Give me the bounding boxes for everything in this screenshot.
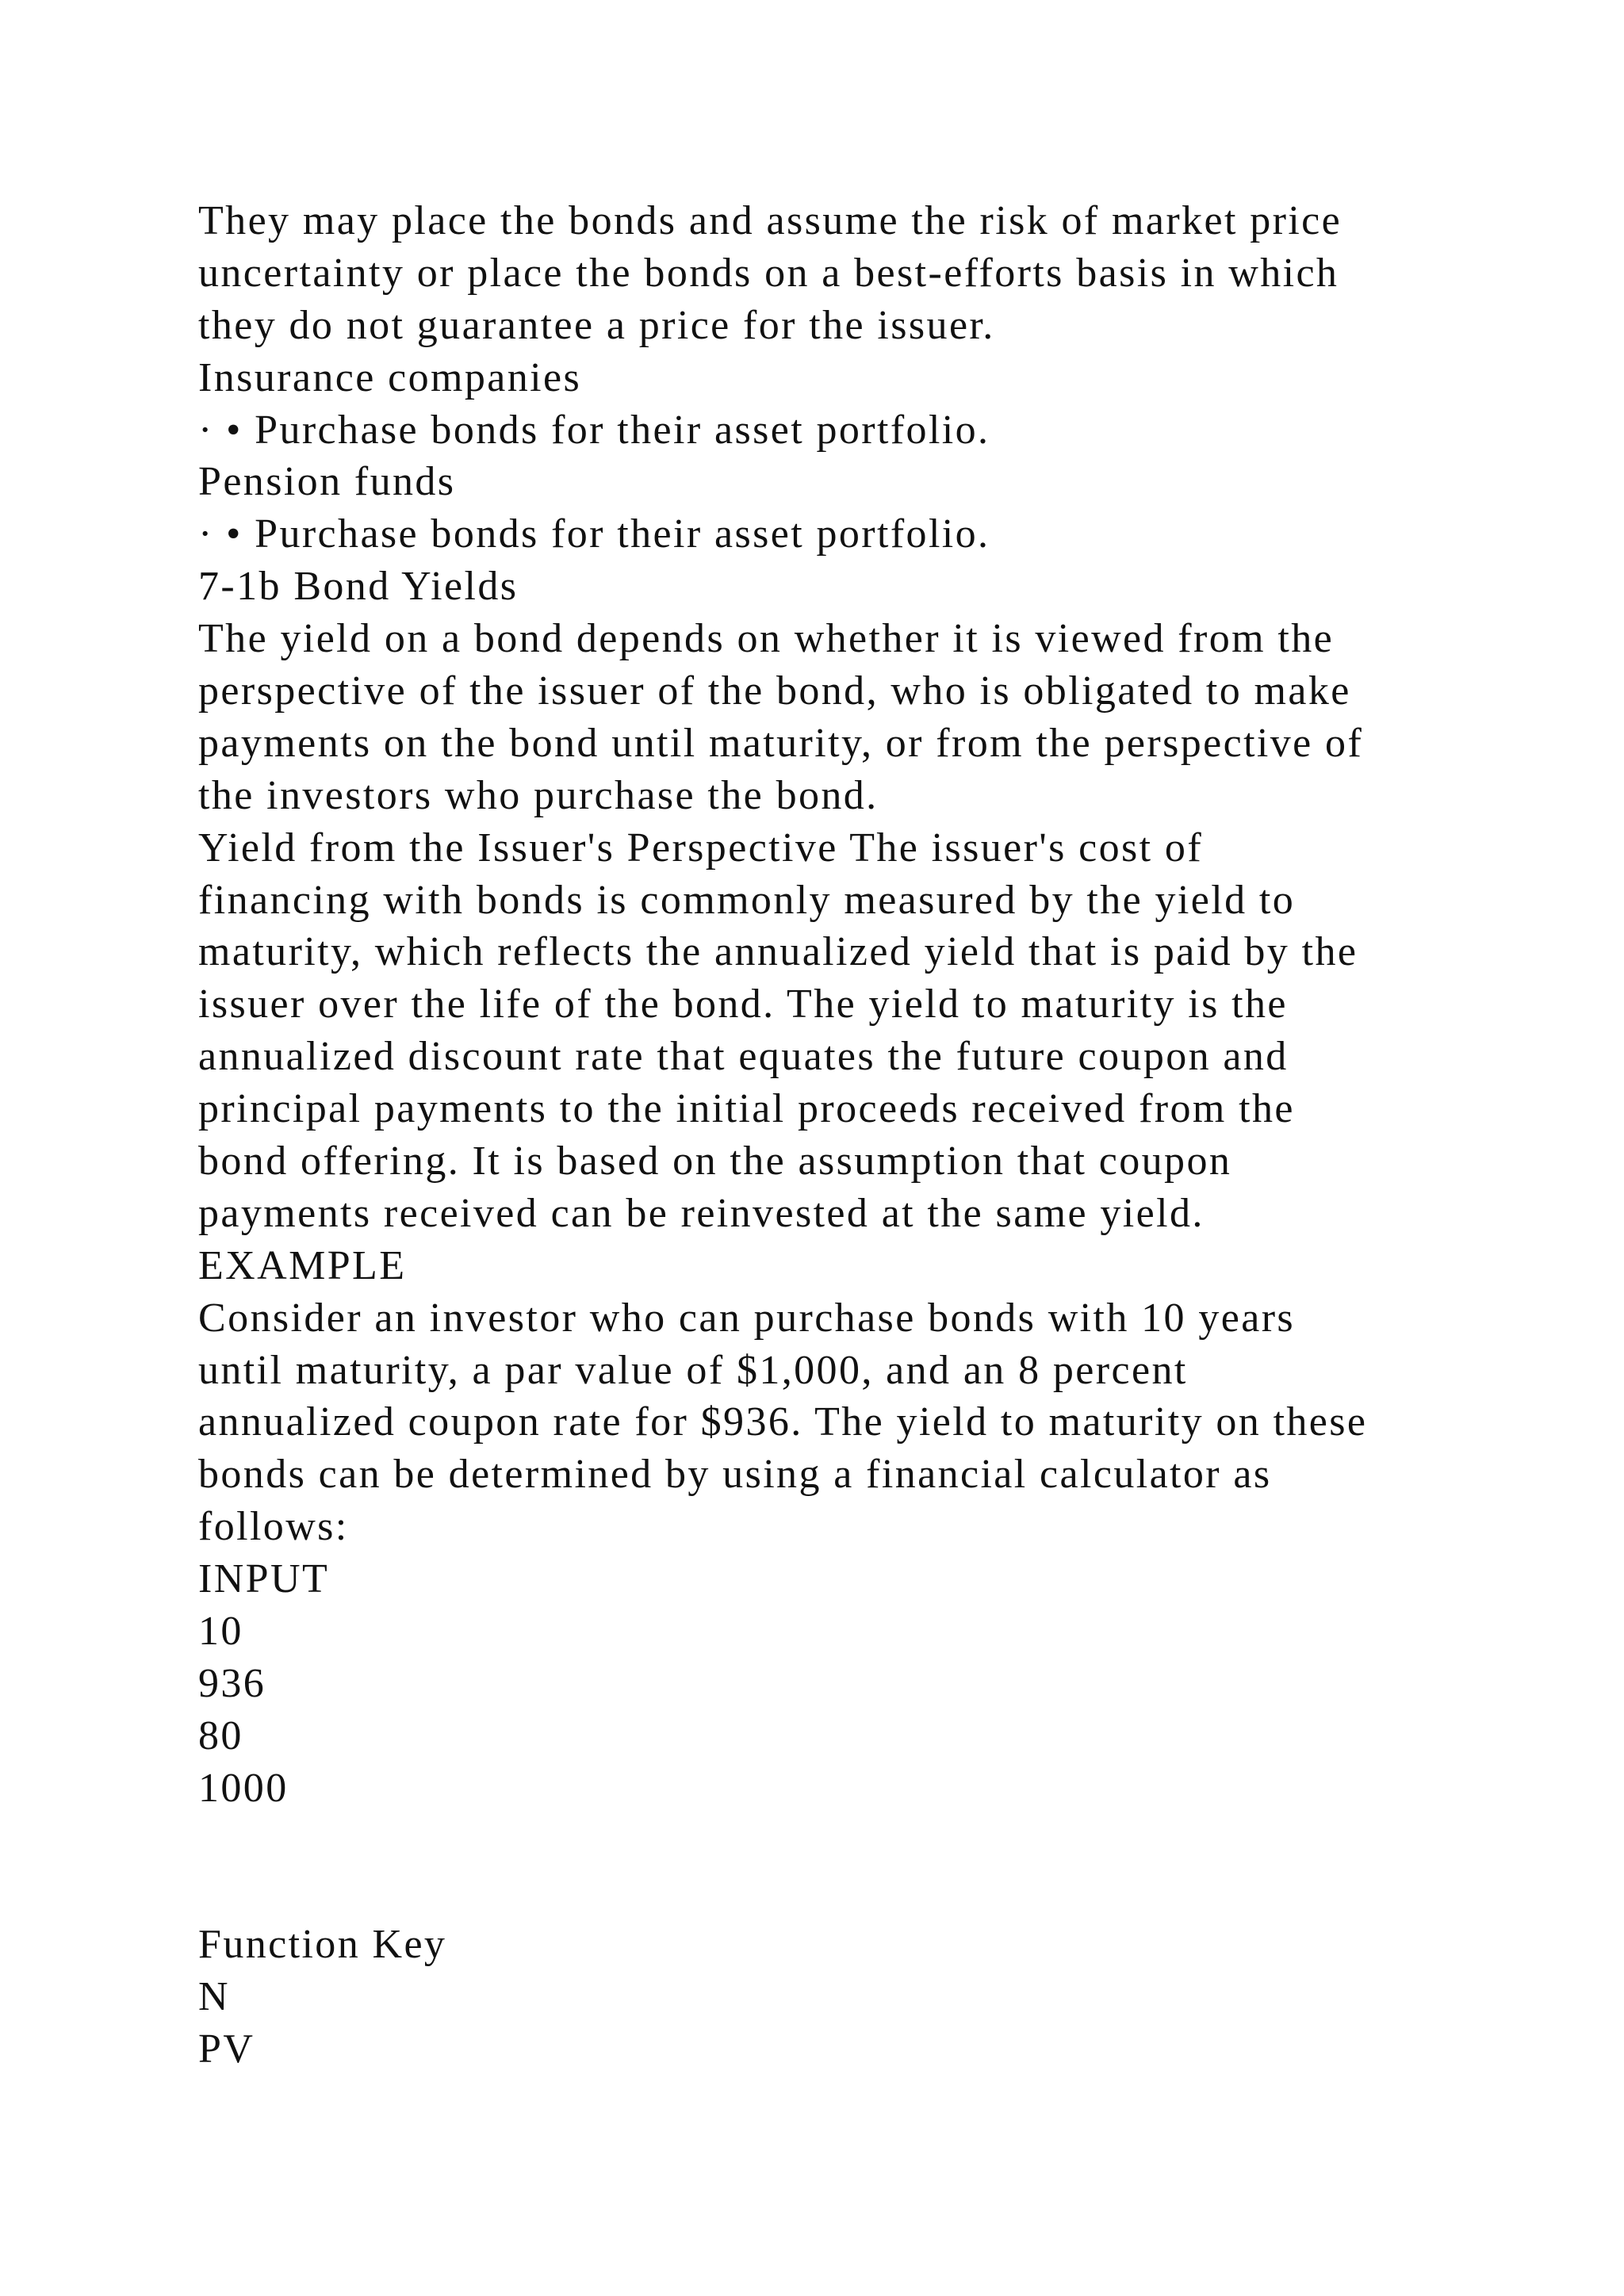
yield-paragraph-line: the investors who purchase the bond. (198, 772, 879, 818)
insurance-heading: Insurance companies (198, 354, 582, 400)
document-text (198, 195, 1499, 2076)
issuer-paragraph-line: Yield from the Issuer's Perspective The issuer's cost of (198, 825, 1204, 871)
input-value: 936 (198, 1660, 266, 1706)
issuer-paragraph-line: bond offering. It is based on the assumption that coupon (198, 1138, 1232, 1184)
yield-paragraph-line: The yield on a bond depends on whether it is viewed from the (198, 616, 1335, 662)
issuer-paragraph-line: principal payments to the initial proceeds received from the (198, 1086, 1295, 1132)
issuer-paragraph-line: payments received can be reinvested at the same yield. (198, 1190, 1205, 1236)
pension-bullet: · • Purchase bonds for their asset portfolio. (198, 511, 990, 557)
intro-line: they do not guarantee a price for the issuer. (198, 302, 995, 348)
section-heading: 7-1b Bond Yields (198, 564, 519, 610)
blank-line (198, 1815, 1499, 1867)
yield-paragraph-line: payments on the bond until maturity, or from the perspective of (198, 720, 1364, 766)
function-key: PV (198, 2026, 255, 2072)
insurance-bullet: · • Purchase bonds for their asset portfolio. (198, 407, 990, 453)
blank-line (198, 1867, 1499, 1919)
issuer-paragraph-line: annualized discount rate that equates the future coupon and (198, 1034, 1289, 1080)
example-label: EXAMPLE (198, 1242, 407, 1288)
issuer-paragraph-line: maturity, which reflects the annualized yield that is paid by the (198, 929, 1358, 975)
yield-paragraph-line: perspective of the issuer of the bond, who is obligated to make (198, 668, 1351, 714)
function-key: N (198, 1974, 230, 2020)
input-value: 1000 (198, 1765, 289, 1811)
input-value: 80 (198, 1712, 243, 1758)
issuer-paragraph-line: issuer over the life of the bond. The yield to maturity is the (198, 982, 1288, 1027)
input-label: INPUT (198, 1556, 330, 1602)
input-value: 10 (198, 1609, 243, 1655)
pension-heading: Pension funds (198, 459, 456, 505)
function-key-label: Function Key (198, 1922, 447, 1968)
example-paragraph-line: Consider an investor who can purchase bonds with 10 years (198, 1295, 1296, 1341)
issuer-paragraph-line: financing with bonds is commonly measured by the yield to (198, 877, 1296, 923)
example-paragraph-line: follows: (198, 1504, 349, 1550)
example-paragraph-line: until maturity, a par value of $1,000, and an 8 percent (198, 1347, 1188, 1393)
example-paragraph-line: bonds can be determined by using a financial calculator as (198, 1452, 1272, 1498)
intro-line: uncertainty or place the bonds on a best-efforts basis in which (198, 250, 1339, 296)
intro-line: They may place the bonds and assume the risk of market price (198, 198, 1342, 243)
example-paragraph-line: annualized coupon rate for $936. The yield to maturity on these (198, 1399, 1368, 1445)
